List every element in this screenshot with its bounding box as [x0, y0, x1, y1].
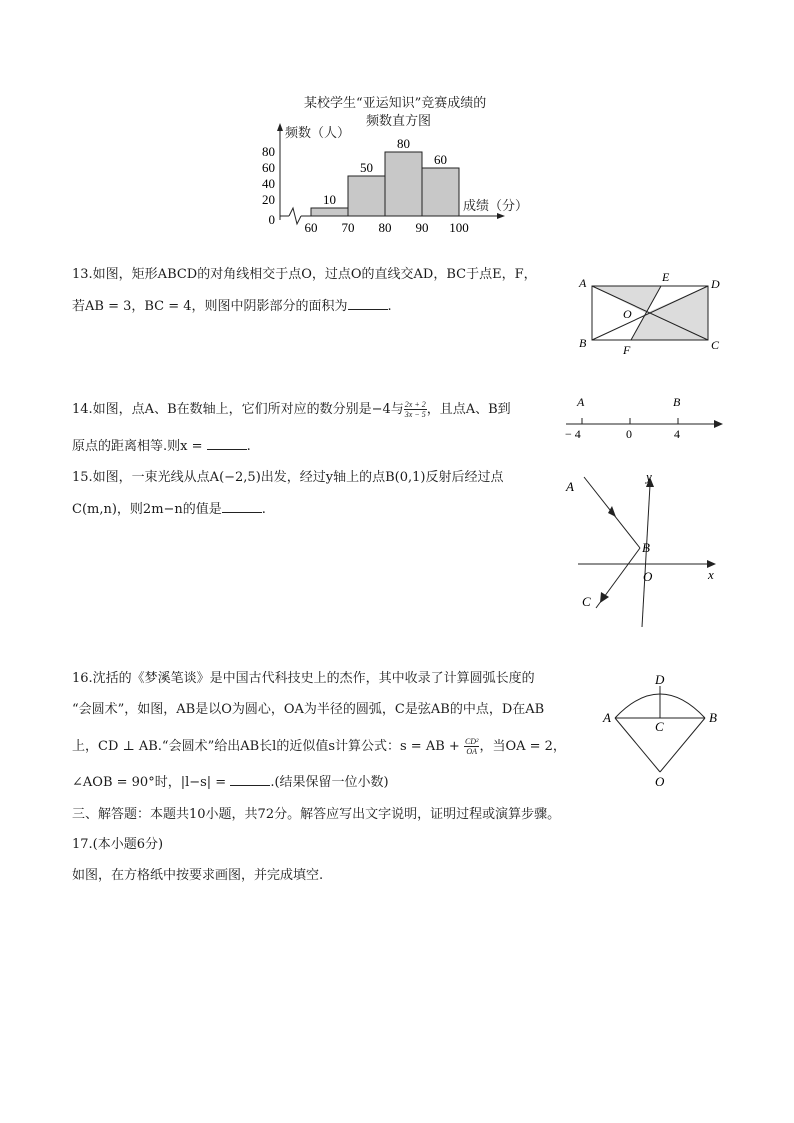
q14-tick-4: 4 — [674, 427, 680, 441]
q15-label-a: A — [566, 479, 574, 494]
histogram-y-tick-label: 20 — [262, 192, 275, 207]
histogram-bar-value-label: 60 — [434, 152, 447, 167]
q14-fraction — [404, 400, 427, 419]
q14-label-b: B — [673, 395, 681, 409]
histogram-y-tick-label: 40 — [262, 176, 275, 191]
histogram-title-line2: 频数直方图 — [366, 114, 432, 129]
histogram-x-tick-label: 70 — [341, 220, 355, 235]
q16-fraction-denominator: OA — [466, 747, 478, 756]
q16-fraction-numerator: CD² — [464, 737, 479, 746]
q16-radius-ob — [660, 718, 705, 772]
q16-line1: 16.沈括的《梦溪笔谈》是中国古代科技史上的杰作，其中收录了计算圆弧长度的 — [72, 671, 535, 686]
histogram-y-tick-label: 0 — [268, 212, 275, 227]
q15-label-c: C — [582, 594, 591, 609]
q15-y-axis — [642, 485, 650, 627]
q13-label-o: O — [623, 307, 632, 321]
q14-fraction-numerator: 2x + 2 — [404, 400, 426, 409]
q15-ray-ab-arrow — [608, 506, 616, 517]
q14-label-a: A — [577, 395, 585, 409]
histogram-bar-value-label: 10 — [323, 192, 336, 207]
q14-line2-text: 原点的距离相等.则x = — [72, 439, 207, 454]
q15-label-o: O — [643, 569, 653, 584]
q13-label-c: C — [711, 338, 720, 352]
q14-number-line — [560, 392, 730, 442]
y-axis-arrow — [277, 123, 283, 131]
q16-line4-text: ∠AOB = 90°时，|l−s| = — [72, 775, 231, 790]
q16-line3 — [72, 737, 566, 757]
histogram-title-line1: 某校学生“亚运知识”竞赛成绩的 — [304, 96, 487, 111]
q14-axis-arrow — [714, 420, 723, 428]
q14-tick-neg4: − 4 — [565, 427, 581, 441]
q16-label-d: D — [655, 672, 665, 687]
q15-line2-end: . — [261, 502, 266, 517]
q14-fraction-denominator: 3x − 5 — [404, 410, 426, 419]
q15-label-y: y — [646, 469, 652, 484]
y-axis-label: 频数（人） — [285, 125, 351, 140]
q16-label-c: C — [655, 719, 664, 734]
q17-title: 17.(本小题6分) — [72, 837, 164, 852]
q15-line2-text: C(m,n)，则2m−n的值是 — [72, 502, 222, 517]
section-3-heading: 三、解答题：本题共10小题，共72分。解答应写出文字说明，证明过程或演算步骤。 — [72, 807, 561, 822]
q13-line2-text: 若AB = 3，BC = 4，则图中阴影部分的面积为 — [72, 299, 348, 314]
q15-line2 — [72, 500, 266, 520]
histogram-bar-70-80 — [348, 176, 385, 216]
q13-line1: 13.如图，矩形ABCD的对角线相交于点O，过点O的直线交AD，BC于点E，F， — [72, 267, 537, 282]
q14-line1-end: ，且点A、B到 — [426, 402, 511, 417]
q13-label-e: E — [662, 270, 670, 284]
q14-line2 — [72, 437, 251, 457]
q15-ray-bc-arrow — [600, 592, 609, 603]
q15-label-b: B — [642, 540, 650, 555]
histogram-x-tick-label: 90 — [415, 220, 429, 235]
q16-line2: “会圆术”，如图，AB是以O为圆心，OA为半径的圆弧，C是弦AB的中点，D在AB — [72, 702, 545, 717]
x-axis-arrow — [497, 213, 505, 219]
q16-radius-oa — [615, 718, 660, 772]
q16-label-b: B — [709, 710, 717, 725]
histogram-x-tick-label: 60 — [304, 220, 318, 235]
q15-figure — [560, 465, 730, 635]
q15-line1: 15.如图，一束光线从点A(−2,5)出发，经过y轴上的点B(0,1)反射后经过点 — [72, 470, 504, 485]
q16-line4 — [72, 773, 389, 793]
histogram-chart — [255, 120, 545, 238]
q13-label-f: F — [623, 343, 631, 357]
q13-answer-blank[interactable] — [348, 297, 388, 310]
histogram-x-tick-label: 100 — [449, 220, 469, 235]
q16-line4-end: .(结果保留一位小数) — [270, 775, 389, 790]
q16-answer-blank[interactable] — [230, 773, 270, 786]
histogram-bar-value-label: 50 — [360, 160, 373, 175]
q15-label-x: x — [708, 567, 714, 582]
histogram-x-tick-label: 80 — [378, 220, 392, 235]
q14-line1-text: 14.如图，点A、B在数轴上，它们所对应的数分别是−4与 — [72, 402, 404, 417]
q16-label-a: A — [603, 710, 611, 725]
q16-line3-text: 上，CD ⊥ AB.“会圆术”给出AB长l的近似值s计算公式：s = AB + — [72, 739, 464, 754]
q13-label-d: D — [711, 277, 720, 291]
q17-text: 如图，在方格纸中按要求画图，并完成填空. — [72, 868, 324, 883]
q14-line2-end: . — [246, 439, 251, 454]
x-axis-break — [289, 208, 301, 224]
q14-line1 — [72, 400, 511, 420]
q16-fraction — [464, 737, 480, 756]
x-axis-label: 成绩（分） — [463, 198, 529, 213]
q14-tick-0: 0 — [626, 427, 632, 441]
histogram-y-tick-label: 80 — [262, 144, 275, 159]
histogram-bar-90-100 — [422, 168, 459, 216]
q13-label-b: B — [579, 336, 587, 350]
q16-line3-end: ，当OA = 2， — [479, 739, 566, 754]
q16-label-o: O — [655, 774, 665, 789]
q13-line2 — [72, 297, 392, 317]
q14-answer-blank[interactable] — [207, 437, 247, 450]
q13-figure — [570, 268, 730, 360]
q15-answer-blank[interactable] — [222, 500, 262, 513]
histogram-bar-60-70 — [311, 208, 348, 216]
q16-figure — [598, 668, 728, 792]
q13-line2-end: . — [387, 299, 392, 314]
histogram-bar-80-90 — [385, 152, 422, 216]
histogram-bar-value-label: 80 — [397, 136, 410, 151]
histogram-y-tick-label: 60 — [262, 160, 275, 175]
q13-label-a: A — [579, 276, 587, 290]
